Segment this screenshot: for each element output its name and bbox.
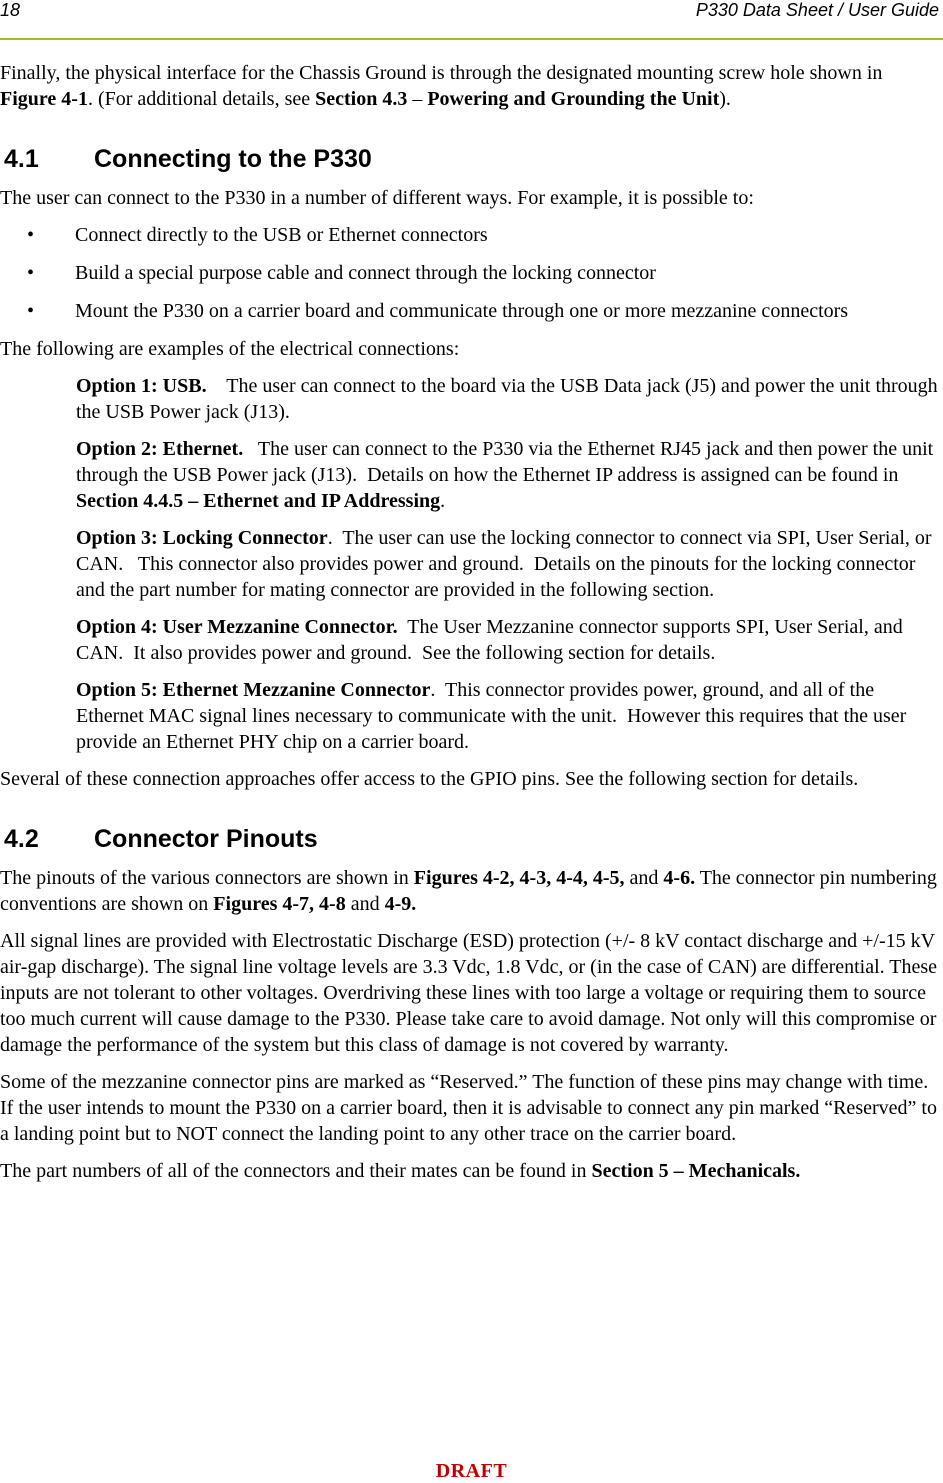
option-text: . xyxy=(440,490,446,512)
running-title: P330 Data Sheet / User Guide xyxy=(695,0,939,20)
list-item-text: Build a special purpose cable and connect through the locking connector xyxy=(75,262,656,284)
intro-text: – xyxy=(407,88,428,110)
option-label: Option 3: Locking Connector xyxy=(76,527,328,549)
intro-text: Finally, the physical interface for the Chassis Ground is through the designated mounting screw hole shown in xyxy=(0,62,883,84)
option-label: Option 1: USB. xyxy=(76,375,207,397)
list-item-text: Mount the P330 on a carrier board and communicate through one or more mezzanine connectors xyxy=(75,300,849,322)
header-rule xyxy=(0,38,943,40)
section-title: Connecting to the P330 xyxy=(94,145,372,173)
section-title: Connector Pinouts xyxy=(94,825,318,853)
section-heading-4-2 xyxy=(4,825,943,853)
page-header xyxy=(0,0,943,40)
page-number: 18 xyxy=(0,0,21,20)
section-number: 4.1 xyxy=(4,145,39,173)
option-ethernet-mezzanine xyxy=(76,677,943,755)
list-item xyxy=(0,260,943,286)
option-text: . This connector provides power, ground, and all of the Ethernet MAC signal lines necessary to communicate with the unit. However this requires that the user provide an Ethernet PHY chip on a carrier board. xyxy=(76,679,912,753)
connection-list xyxy=(0,222,943,324)
paragraph-text: The pinouts of the various connectors are shown in xyxy=(0,867,414,889)
intro-text: . (For additional details, see xyxy=(87,88,316,110)
document-body xyxy=(0,60,943,1195)
paragraph-text: The connector pin numbering conventions are shown on xyxy=(0,867,937,915)
reserved-paragraph: Some of the mezzanine connector pins are marked as “Reserved.” The function of these pins may change with time. If the user intends to mount the P330 on a carrier board, then it is advisable to connect any pin marked “Reserved” to a landing point but to NOT connect the landing point to any other trace on the carrier board. xyxy=(0,1071,937,1145)
list-item xyxy=(0,298,943,324)
option-label: Option 4: User Mezzanine Connector. xyxy=(76,616,398,638)
option-user-mezzanine xyxy=(76,614,943,666)
bullet-icon: • xyxy=(27,224,35,246)
bullet-icon: • xyxy=(27,300,35,322)
section-number: 4.2 xyxy=(4,825,39,853)
figure-ref: Figure 4-1 xyxy=(0,88,88,110)
section-closing: Several of these connection approaches offer access to the GPIO pins. See the following section for details. xyxy=(0,768,859,790)
figure-ref: 4-6. xyxy=(663,867,696,889)
list-item-text: Connect directly to the USB or Ethernet connectors xyxy=(75,224,488,246)
section-heading-4-1 xyxy=(4,145,943,173)
section-lead: The user can connect to the P330 in a number of different ways. For example, it is possible to: xyxy=(0,187,754,209)
option-text: The user can connect to the P330 via the Ethernet RJ45 jack and then power the unit through the USB Power jack (J13). Details on how the Ethernet IP address is assigned can be found in xyxy=(76,438,939,486)
figure-ref: Figures 4-7, 4-8 xyxy=(213,893,346,915)
section-ref: Section 4.4.5 – Ethernet and IP Addressing xyxy=(76,490,441,512)
option-text: The User Mezzanine connector supports SPI, User Serial, and CAN. It also provides power and ground. See the following section for details. xyxy=(76,616,908,664)
esd-paragraph: All signal lines are provided with Electrostatic Discharge (ESD) protection (+/- 8 kV contact discharge and +/-15 kV air-gap discharge). The signal line voltage levels are 3.3 Vdc, 1.8 Vdc, or (in the case of CAN) are differential. These inputs are not tolerant to other voltages. Overdriving these lines with too large a voltage or requiring them to source too much current will cause damage to the P330. Please take care to avoid damage. Not only will this compromise or damage the performance of the system but this class of damage is not covered by warranty. xyxy=(0,930,938,1056)
paragraph-text: and xyxy=(624,867,664,889)
section-ref: Section 5 – Mechanicals. xyxy=(591,1160,801,1182)
pinouts-paragraph xyxy=(0,865,943,917)
bullet-icon: • xyxy=(27,262,35,284)
figure-ref: Figures 4-2, 4-3, 4-4, 4-5, xyxy=(413,867,625,889)
option-label: Option 2: Ethernet. xyxy=(76,438,244,460)
figure-ref: 4-9. xyxy=(384,893,417,915)
option-text: . The user can use the locking connector to connect via SPI, User Serial, or CAN. This connector also provides power and ground. Details on the pinouts for the locking connector and the part number for mating connector are provided in the following section. xyxy=(76,527,937,601)
option-label: Option 5: Ethernet Mezzanine Connector xyxy=(76,679,431,701)
option-usb xyxy=(76,373,943,425)
draft-watermark: DRAFT xyxy=(435,1460,508,1482)
section-ref-title: Powering and Grounding the Unit xyxy=(427,88,720,110)
section-ref: Section 4.3 xyxy=(315,88,408,110)
option-locking-connector xyxy=(76,525,943,603)
paragraph-text: and xyxy=(345,893,385,915)
list-item xyxy=(0,222,943,248)
option-text: The user can connect to the board via the USB Data jack (J5) and power the unit through the USB Power jack (J13). xyxy=(76,375,943,423)
option-ethernet xyxy=(76,436,943,514)
intro-paragraph xyxy=(0,60,943,112)
examples-lead: The following are examples of the electrical connections: xyxy=(0,338,460,360)
part-numbers-paragraph xyxy=(0,1158,943,1184)
paragraph-text: The part numbers of all of the connectors and their mates can be found in xyxy=(0,1160,592,1182)
intro-text: ). xyxy=(719,88,731,110)
